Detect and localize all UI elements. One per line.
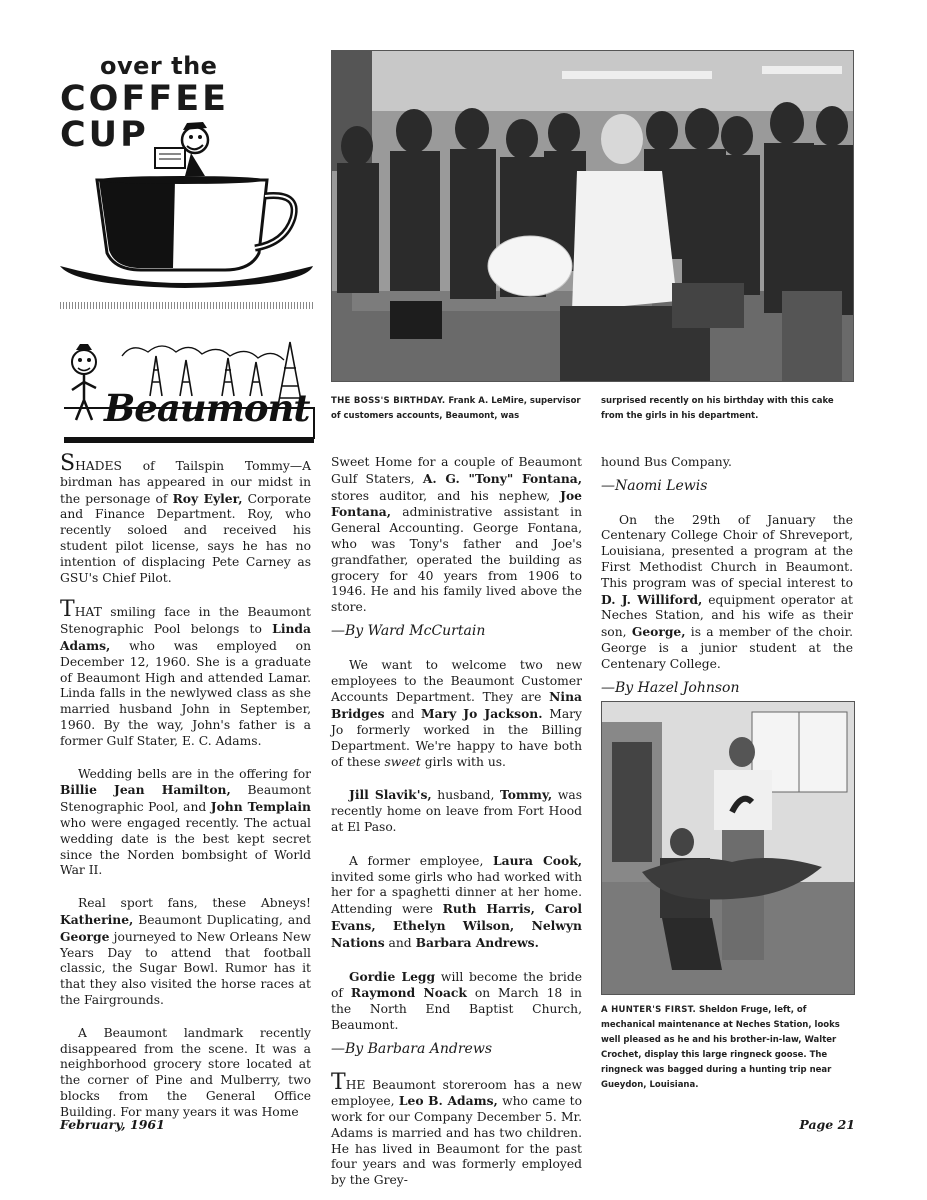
article-abneys: Real sport fans, these Abneys! Katherine, Beaumont Duplicating, and George journeyed to New Orleans New Years Day to attend that football classic, the Sugar Bowl. Rumor has it that they also visited the horse races at the Fairgrounds.: [60, 896, 311, 1007]
byline-naomi-lewis: —Naomi Lewis: [601, 477, 708, 494]
boss-birthday-caption-left: THE BOSS'S BIRTHDAY. Frank A. LeMire, supervisor of customers accounts, Beaumont, was: [331, 396, 581, 421]
byline-barbara-andrews: —By Barbara Andrews: [331, 1040, 493, 1057]
article-landmark: A Beaumont landmark recently disappeared from the scene. It was a neighborhood grocery store located at the corner of Pine and Mulberry, two blocks from the General Office Building. For many years it was Home: [60, 1025, 311, 1119]
hunters-first-caption: A HUNTER'S FIRST. Sheldon Fruge, left, of mechanical maintenance at Neches Station, looks well pleased as he and his brother-in-law, Walter Crochet, display this large ringneck goose. The ringneck was bagged during a hunting trip near Gueydon, Louisiana.: [601, 1005, 840, 1090]
byline-hazel-johnson: —By Hazel Johnson: [601, 679, 740, 696]
hunters-first-photo: [601, 701, 855, 995]
article-fontana: Sweet Home for a couple of Beaumont Gulf Staters, A. G. "Tony" Fontana, stores auditor, and his nephew, Joe Fontana, administrative assistant in General Accounting. George Fontana, who was Tony's father and Joe's grandfather, operated the building as grocery for 40 years from 1906 to 1946. He and his family lived above the store.: [331, 455, 583, 615]
coffee-cup-illustration: [55, 115, 317, 292]
column-1: [60, 451, 312, 1120]
footer-date: February, 1961: [60, 1117, 165, 1132]
article-centenary-choir: On the 29th of January the Centenary College Choir of Shreveport, Louisiana, presented a program at the First Methodist Church in Beaumont. This program was of special interest to D. J. Williford, equipment operator at Neches Station, and his wife as their son, George, is a member of the choir. George is a junior student at the Centenary College.: [601, 512, 853, 671]
hunters-first-caption-head: A HUNTER'S FIRST.: [601, 1005, 696, 1015]
column-2: [331, 455, 582, 1189]
article-laura-cook: A former employee, Laura Cook, invited some girls who had worked with her for a spaghetti dinner at her home. Attending were Ruth Harris, Carol Evans, Ethelyn Wilson, Nelwyn Nations and Barbara Andrews.: [331, 852, 583, 950]
boss-birthday-caption-head: THE BOSS'S BIRTHDAY.: [331, 396, 446, 406]
beaumont-section-title: Beaumont: [104, 386, 310, 430]
article-linda-adams: THAT smiling face in the Beaumont Stenographic Pool belongs to Linda Adams, who was employed on December 12, 1960. She is a graduate of Beaumont High and attended Lamar. Linda falls in the newlywed class as she married husband John in September, 1960. By the way, John's father is a former Gulf Stater, E. C. Adams.: [60, 597, 311, 748]
masthead-coffee: COFFEE: [60, 79, 230, 119]
article-wedding-bells: Wedding bells are in the offering for Billie Jean Hamilton, Beaumont Stenographic Pool, and John Templain who were engaged recently. The actual wedding date is the best kept secret since the Norden bombsight of World War II.: [60, 766, 312, 878]
column-3: [601, 455, 853, 714]
boss-birthday-caption-right: surprised recently on his birthday with this cake from the girls in his department.: [601, 396, 834, 421]
article-roy-eyler: SHADES of Tailspin Tommy—A birdman has appeared in our midst in the personage of Roy Eyler, Corporate and Finance Department. Roy, who recently soloed and received his student pilot license, says he has no intention of displacing Pete Carney as GSU's Chief Pilot.: [60, 451, 311, 585]
article-leo-adams: THE Beaumont storeroom has a new employee, Leo B. Adams, who came to work for our Company December 5. Mr. Adams is married and has two children. He has lived in Beaumont for the past four years and was formerly employed by the Grey-: [331, 1069, 583, 1188]
footer-page-number: Page 21: [799, 1117, 855, 1132]
article-new-employees: We want to welcome two new employees to the Beaumont Customer Accounts Department. They are Nina Bridges and Mary Jo Jackson. Mary Jo formerly worked in the Billing Department. We're happy to have both of these sweet girls with us.: [331, 657, 582, 769]
article-slavik: Jill Slavik's, husband, Tommy, was recently home on leave from Fort Hood at El Paso.: [331, 787, 582, 834]
section-divider: [60, 302, 314, 309]
article-greyhound-end: hound Bus Company.: [601, 455, 732, 469]
boss-birthday-photo: [331, 50, 854, 382]
article-gordie-legg: Gordie Legg will become the bride of Raymond Noack on March 18 in the North End Baptist Church, Beaumont.: [331, 968, 582, 1032]
byline-ward-mccurtain: —By Ward McCurtain: [331, 622, 486, 639]
masthead-cup: CUP: [60, 115, 149, 155]
masthead-over-the: over the: [100, 52, 218, 80]
